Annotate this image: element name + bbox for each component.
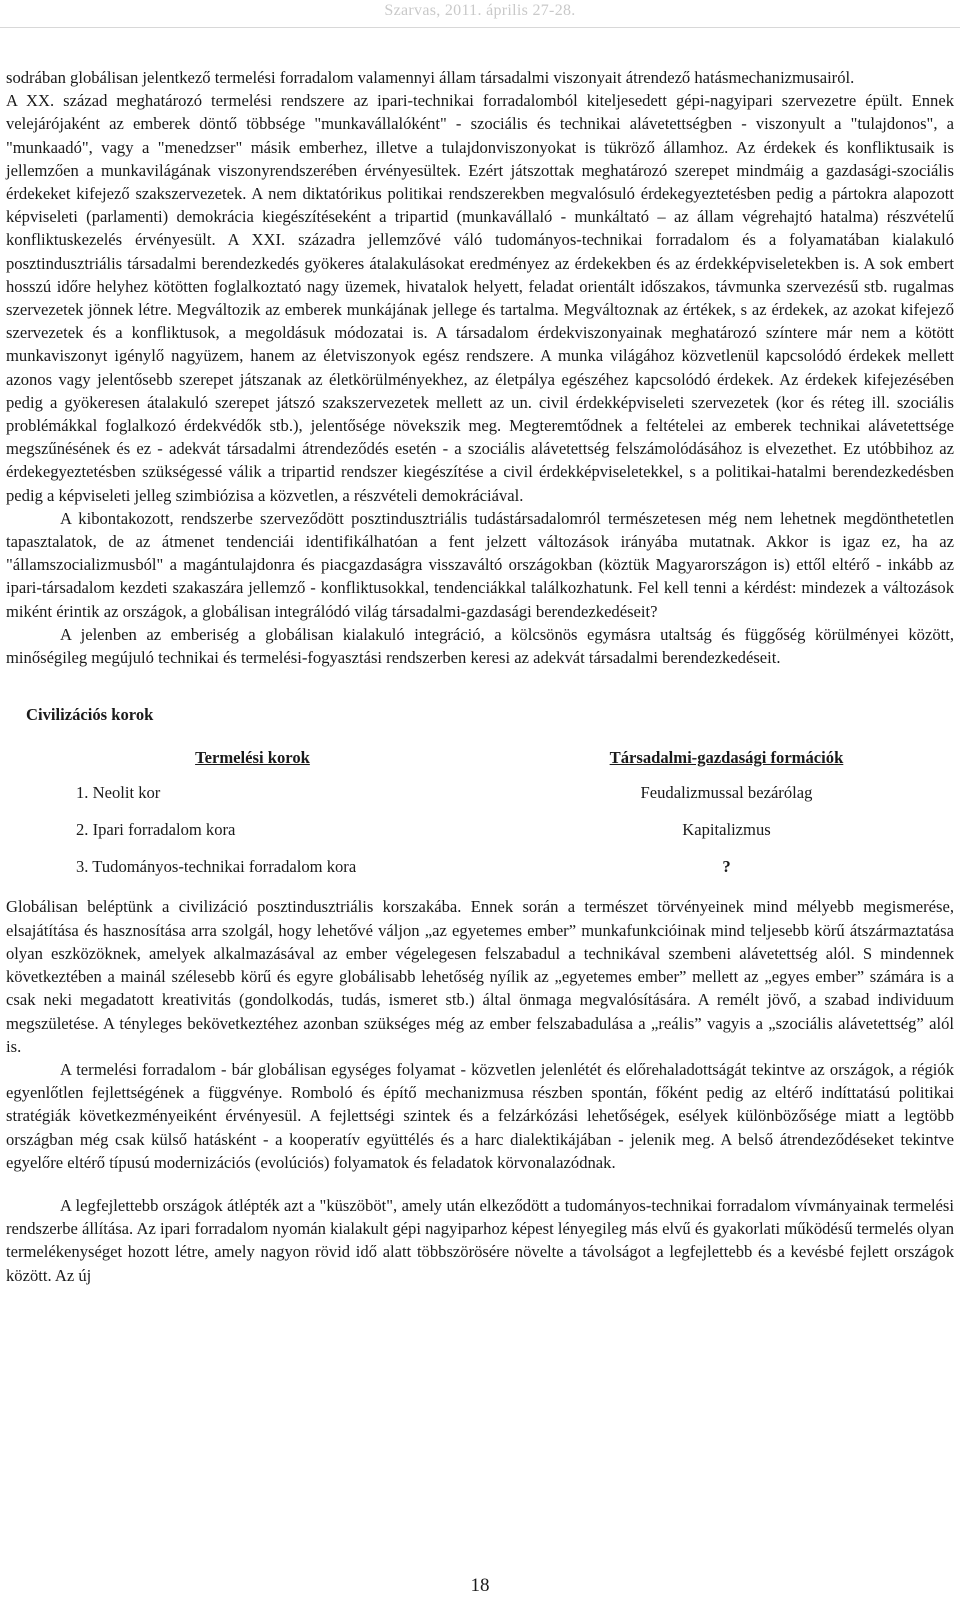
production-era-cell: 2. Ipari forradalom kora: [76, 820, 236, 840]
production-era-cell: 3. Tudományos-technikai forradalom kora: [76, 857, 357, 877]
table-title: Civilizációs korok: [26, 705, 154, 725]
body-paragraph: A jelenben az emberiség a globálisan kialakuló integráció, a kölcsönös egymásra utaltság és függőség körülményei között, minőségileg megújuló technikai és termelési-fogyasztási rendszerben keresi az adekvát társadalmi berendezkedéseit.: [6, 624, 954, 668]
page-body: [6, 66, 954, 1287]
paragraph-spacer: [6, 1174, 954, 1194]
formation-cell: Kapitalizmus: [682, 820, 771, 840]
table-body: [6, 774, 954, 885]
body-paragraph: A XX. század meghatározó termelési rendszere az ipari-technikai forradalomból kiteljesedett gépi-nagyipari szervezetre épült. Ennek velejárójaként az emberek döntő többsége "munkavállalóként" - szociális és technikai alávetettségben - viszonyult a "tulajdonos", a "munkaadó", vagy a "menedzser" másik emberhez, illetve a tulajdonviszonyokat is tükröző államhoz. Az érdekek és konfliktusaik is jellemzően a munkavilágának viszonyrendszerében érvényesültek. Ezért játszottak meghatározó szerepet mindmáig a gazdasági-szociális érdekeket kifejező szakszervezetek. A nem diktatórikus politikai rendszerekben megvalósuló érdekegyeztetésben pedig a pártokra alapozott képviseleti (parlamenti) demokrácia kiegészítéseként a tripartid (munkavállaló - munkáltató – az állam végrehajtó hatalma) részvételű konfliktuskezelés érvényesült. A XXI. századra jellemzővé váló tudományos-technikai forradalom és a folyamatában kialakuló posztindusztriális társadalmi berendezkedés gyökeres átalakulásokat eredményez az érdekekben és az érdekképviseletekben is. A sok embert hosszú időre helyhez kötötten foglalkoztató nagy üzemek, hivatalok helyett, feladat orientált időszakos, távmunka szervezésű stb. rugalmas szervezetek jönnek létre. Megváltozik az emberek munkájának jellege és tartalma. Megváltoznak az értékek, s az érdekek, az azokat kifejező szervezetek és a konfliktusok, a megoldásuk módozatai is. A társadalom érdekviszonyainak meghatározó színtere már nem a kötött munkaviszonyt igénylő nagyüzem, hanem az életviszonyok egész rendszere. A munka világához közvetlenül kapcsolódó érdekek mellett azonos vagy jelentősebb szerepet játszanak az életkörülményekhez, az életpálya egészéhez kapcsolódó érdekek. Az érdekek kifejezésében pedig a gyökeresen átalakuló szerepet játszó szakszervezetek mellett az un. civil érdekképviseleti szervezetek (kor és réteg ill. szociális problémákkal foglalkozó érdekvédők stb.), jelentősége növekszik meg. Megteremtődnek a feltételei az emberek technikai alávetettsége megszűnésének és ez - adekvát társadalmi átrendeződés esetén - a szociális alávetettség felszámolódásához is elvezethet. Ez utóbbihoz az érdekegyeztetésben szükségessé válik a tripartid rendszer kiegészítése a civil érdekképviseletekkel, s a politikai-hatalmi berendezkedésben pedig a képviseleti jelleg szimbiózisa a közvetlen, a részvételi demokráciával.: [6, 91, 954, 505]
running-header: Szarvas, 2011. április 27-28.: [384, 2, 576, 19]
table-row: [6, 848, 954, 885]
formation-cell: Feudalizmussal bezárólag: [640, 783, 813, 803]
formation-cell: ?: [722, 857, 731, 877]
body-paragraph: A kibontakozott, rendszerbe szerveződött posztindusztriális tudástársadalomról természetesen még nem lehetnek megdönthetetlen tapasztalatok, de az átmenet tendenciái identifikálhatóan a fent jelzett változások irányába mutatnak. Akkor is igaz ez, ha az "államszocializmusból" a magántulajdonra és piacgazdaságra visszaváltó országokban (köztük Magyarországon is) ettől eltérő - inkább az ipari-társadalom kezdeti szakaszára jellemző - konfliktusokkal, tendenciákkal találkozhatunk. Fel kell tenni a kérdést: mindezek a változások miként érintik az országok, a globálisan integrálódó világ társadalmi-gazdasági berendezkedéseit?: [6, 508, 954, 621]
body-paragraph: sodrában globálisan jelentkező termelési forradalom valamennyi állam társadalmi viszonyait átrendező hatásmechanizmusairól.: [6, 68, 855, 87]
column-header-socioeconomic-formations: Társadalmi-gazdasági formációk: [609, 747, 844, 767]
body-paragraph: A legfejlettebb országok átlépték azt a "küszöböt", amely után elkeződött a tudományos-technikai forradalom vívmányainak termelési rendszerbe állítása. Az ipari forradalom nyomán kialakult gépi nagyiparhoz képest lényegileg más elvű és gyakorlati működésű termelés olyan termelékenységet hozott létre, amely nagyon rövid idő alatt többszörösére növelte a távolságot a legfejlettebb és a kevésbé fejlett országok között. Az új: [6, 1195, 954, 1285]
body-paragraph: Globálisan beléptünk a civilizáció posztindusztriális korszakába. Ennek során a természet törvényeinek mind mélyebb megismerése, elsajátítása és hasznosítása arra szolgál, hogy lehetővé váljon „az egyetemes ember” munkafunkcióinak mind teljesebb körű átszármaztatása olyan eszközöknek, amelyek alkalmazásával az ember végelegesen felszabadul a technikával szembeni alávetettség alól. S mindennek következtében a mainál szélesebb körű és egyre globálisabb lehetőség nyílik az „egyetemes ember” mellett az „egyes ember” számára is a csak neki megadatott kreativitás (gondolkodás, tudás, ismeret stb.) által önmaga megvalósítására. A remélt jövő, a szabad individuum megszületése. A tényleges bekövetkeztéhez azonban szükséges még az ember felszabadulása a „reális” vagyis a „szociális alávetettség” alól is.: [6, 897, 954, 1056]
production-era-cell: 1. Neolit kor: [76, 783, 161, 803]
body-paragraph: A termelési forradalom - bár globálisan egységes folyamat - közvetlen jelenlétét és előrehaladottságát tekintve az országok, a régiók egyenlőtlen fejlettségének a függvénye. Romboló és építő mechanizmusa részben spontán, főként pedig az eltérő indíttatású politikai stratégiák következményeiként érvényesül. A fejlettségi szintek és a felzárkózási lehetőségek, esélyek különbözősége miatt a legtöbb országban még csak külső hatásként - a kooperatív együttélés és a harc dialektikájában - jelenik meg. A belső átrendeződéseket tekintve egyelőre eltérő típusú modernizációs (evolúciós) folyamatok és feladatok körvonalazódnak.: [6, 1059, 954, 1172]
table-row: [6, 811, 954, 848]
paragraphs-after-table: [6, 895, 954, 1286]
page-number: 18: [470, 1575, 490, 1596]
table-header-row: [6, 740, 954, 774]
civilization-eras-table: [6, 740, 954, 885]
paragraphs-before-table: [6, 66, 954, 669]
table-row: [6, 774, 954, 811]
column-header-production-eras: Termelési korok: [195, 747, 310, 767]
header-divider: [0, 27, 960, 28]
